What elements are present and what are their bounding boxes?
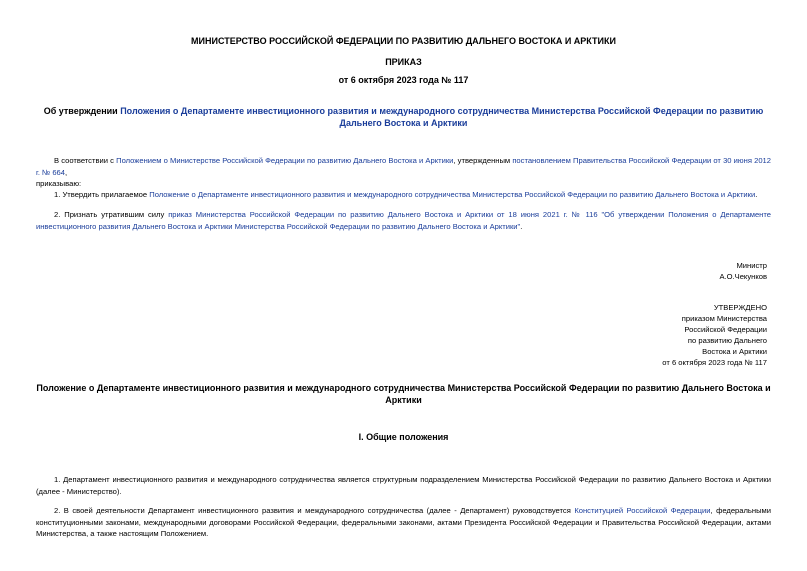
signature-role: Министр	[736, 261, 767, 270]
order-word: приказываю:	[36, 179, 82, 188]
order-date: от 6 октября 2023 года № 117	[338, 75, 469, 85]
regulation-link[interactable]: Положения о Департаменте инвестиционного развития и международного сотрудничества Министерства Российской Федерации по развитию Дальнего Востока и Арктики	[120, 106, 764, 128]
order-subject	[40, 105, 767, 129]
section-heading: I. Общие положения	[358, 432, 449, 442]
item-1-prefix: 1. Утвердить прилагаемое	[54, 190, 150, 199]
item-1	[36, 189, 771, 201]
item-1-link[interactable]: Положение о Департаменте инвестиционного развития и международного сотрудничества Министерства Российской Федерации по развитию Дальнего Востока и Арктики	[149, 190, 756, 199]
order-title: ПРИКАЗ	[385, 57, 422, 67]
preamble-text-1: В соответствии с	[54, 156, 117, 165]
preamble	[36, 155, 771, 178]
regulation-paragraph-2	[36, 505, 771, 540]
item-2-link[interactable]: приказ Министерства Российской Федерации по развитию Дальнего Востока и Арктики от 18 июня 2021 г. № 116 "Об утверждении Положения о Департаменте инвестиционного развития Дальнего Востока и Арктики Министерства Российской Федерации по развитию Дальнего Востока и Арктики"	[36, 210, 771, 231]
signature-name: А.О.Чекунков	[719, 272, 767, 281]
approval-line-3: Российской Федерации	[684, 325, 767, 334]
regulation-title: Положение о Департаменте инвестиционного развития и международного сотрудничества Министерства Российской Федерации по развитию Дальнего Востока и Арктики	[36, 383, 771, 405]
order-subject-prefix: Об утверждении	[43, 106, 121, 116]
preamble-text-2: , утвержденным	[453, 156, 513, 165]
approval-line-6: от 6 октября 2023 года № 117	[662, 358, 767, 367]
approval-line-4: по развитию Дальнего	[687, 336, 767, 345]
regulation-paragraph-1: 1. Департамент инвестиционного развития и международного сотрудничества является структурным подразделением Министерства Российской Федерации по развитию Дальнего Востока и Арктики (далее - Министерство).	[36, 475, 771, 496]
item-2-suffix: .	[520, 221, 523, 231]
approval-line-1: УТВЕРЖДЕНО	[713, 303, 767, 312]
item-1-suffix: .	[755, 190, 758, 199]
ministry-regulation-link[interactable]: Положением о Министерстве Российской Федерации по развитию Дальнего Востока и Арктики	[116, 156, 454, 165]
paragraph-2-suffix: , федеральными конституционными законами, международными договорами Российской Федерации, федеральными законами, актами Президента Российской Федерации и Правительства Российской Федерации, актами Министерства, а также настоящим Положением.	[36, 506, 771, 538]
item-2	[36, 209, 771, 232]
approval-line-5: Востока и Арктики	[702, 347, 767, 356]
ministry-title: МИНИСТЕРСТВО РОССИЙСКОЙ ФЕДЕРАЦИИ ПО РАЗВИТИЮ ДАЛЬНЕГО ВОСТОКА И АРКТИКИ	[191, 36, 616, 46]
item-2-prefix: 2. Признать утратившим силу	[54, 210, 169, 219]
paragraph-2-prefix: 2. В своей деятельности Департамент инвестиционного развития и международного сотрудничества (далее - Департамент) руководствуется	[54, 506, 575, 515]
preamble-text-3: ,	[65, 167, 68, 177]
government-decree-link[interactable]: постановлением Правительства Российской Федерации от 30 июня 2012 г. № 664	[36, 156, 771, 177]
approval-line-2: приказом Министерства	[681, 314, 767, 323]
approval-stamp	[662, 302, 767, 368]
constitution-link[interactable]: Конституцией Российской Федерации	[574, 506, 711, 515]
